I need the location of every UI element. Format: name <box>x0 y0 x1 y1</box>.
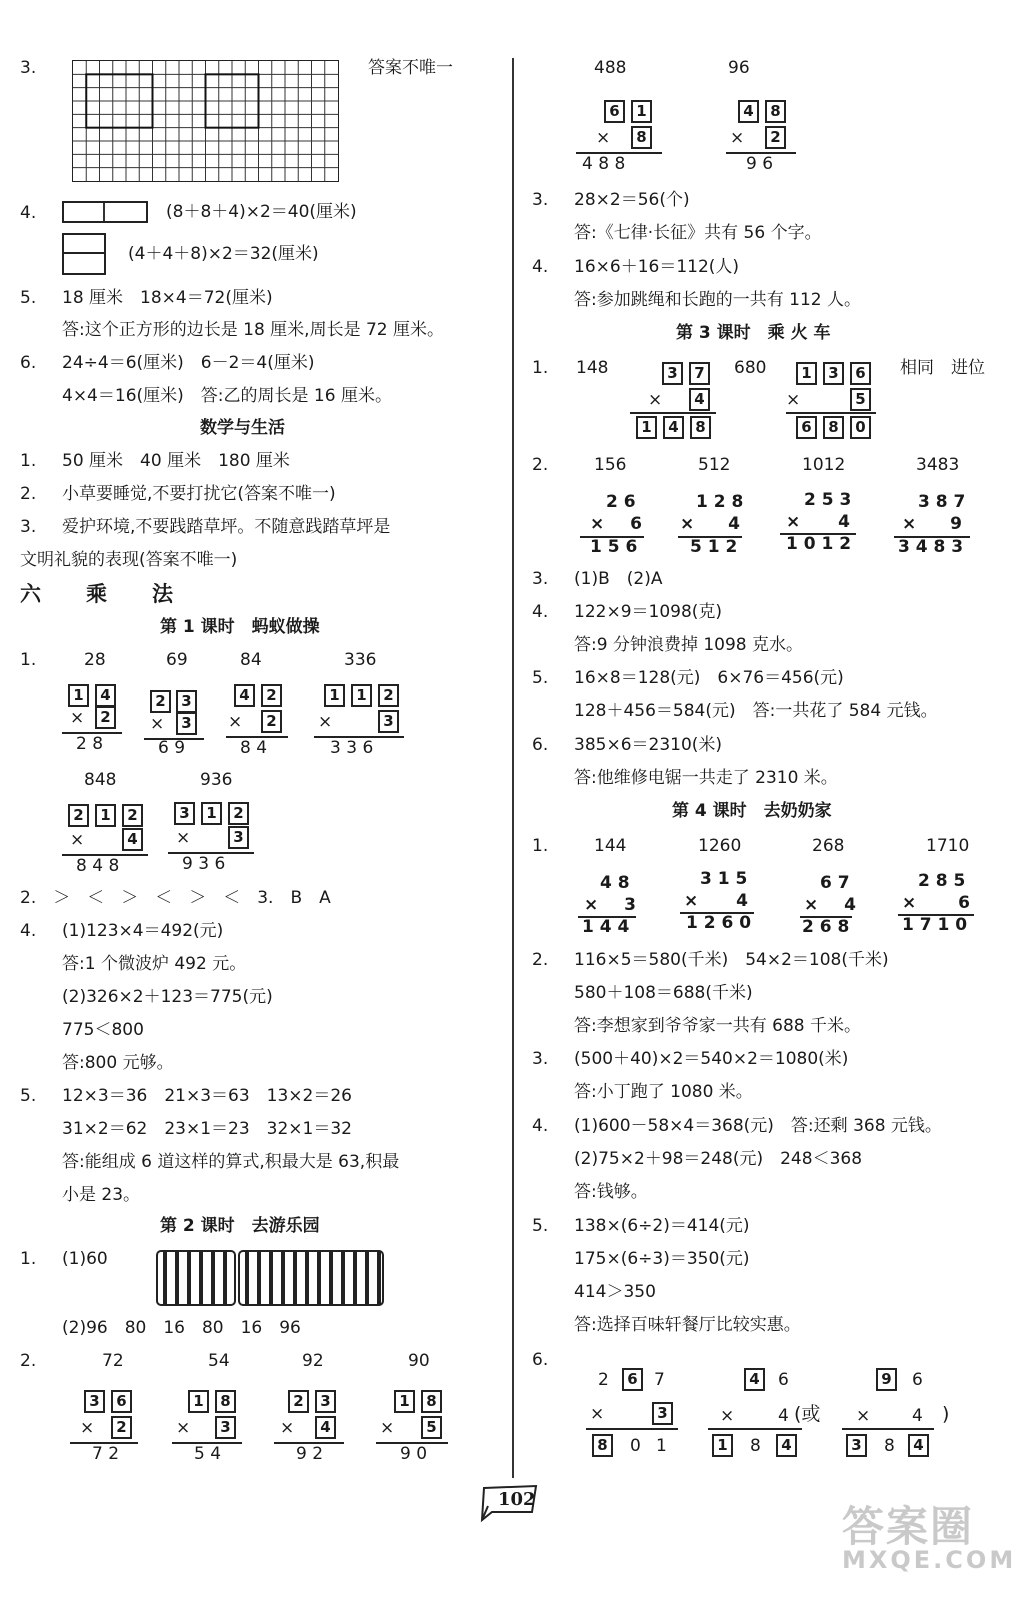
l3-q2-v3-top: 2 5 3 <box>804 490 852 510</box>
l4-q6a-res-2: 0 <box>630 1436 641 1456</box>
r-v1-times: × <box>596 128 611 148</box>
l4-v1-mul: × 3 <box>584 895 637 915</box>
r-v1-box-2: 1 <box>631 100 652 123</box>
l2-v2-result: 5 4 <box>194 1444 222 1464</box>
section-title-math-life: 数学与生活 <box>200 418 285 438</box>
r-q4-line1: 16×6＋16＝112(人) <box>574 257 740 277</box>
l4-q3-line2: 答:小丁跑了 1080 米。 <box>574 1082 753 1102</box>
l1-v6-times: × <box>176 828 191 848</box>
page-number-badge <box>478 1482 542 1524</box>
l3-v1-line <box>630 412 716 414</box>
q6-line1: 24÷4＝6(厘米) 6－2＝4(厘米) <box>62 353 315 373</box>
right-answer-1: 488 <box>594 58 627 78</box>
r-q4-number: 4. <box>532 257 549 277</box>
l1-v3-times: × <box>228 712 243 732</box>
l4-q3-line1: (500＋40)×2＝540×2＝1080(米) <box>574 1049 849 1069</box>
lesson2-answer-2: 54 <box>208 1351 230 1371</box>
l3-q6-number: 6. <box>532 735 549 755</box>
l4-v1-multiplier: 3 <box>624 895 637 915</box>
l4-q6b-res-box-1: 1 <box>712 1434 733 1457</box>
l4-q6b-top-box: 4 <box>744 1368 765 1391</box>
l3-q2-answer-2: 512 <box>698 455 731 475</box>
l3-q2-v2-top: 1 2 8 <box>696 492 744 512</box>
l3-q1-answer-2: 680 <box>734 358 767 378</box>
q6-line2: 4×4＝16(厘米) 答:乙的周长是 16 厘米。 <box>62 386 392 406</box>
l3-v1-box-1: 3 <box>662 362 683 385</box>
l4-q6c-multiplier: 4 <box>912 1406 923 1426</box>
l1-v5-box-2: 1 <box>95 804 116 827</box>
l4-q4-line1: (1)600－58×4＝368(元) 答:还剩 368 元钱。 <box>574 1116 942 1136</box>
q4-line2: (4＋4＋8)×2＝32(厘米) <box>128 244 319 264</box>
l2-v1-box-2: 6 <box>111 1390 132 1413</box>
l1-v3-box-2: 2 <box>261 684 282 707</box>
l4-q6-close: ) <box>942 1403 950 1425</box>
lesson1-q5-number: 5. <box>20 1086 37 1106</box>
r-v2-result: 9 6 <box>746 154 774 174</box>
l3-q2-v2-result: 5 1 2 <box>690 537 738 557</box>
lesson2-q2-number: 2. <box>20 1351 37 1371</box>
l2-v2-times: × <box>176 1418 191 1438</box>
l4-v4-multiplier: 6 <box>958 893 971 913</box>
l4-q6-number: 6. <box>532 1350 549 1370</box>
l3-v2-res-1: 6 <box>796 416 817 439</box>
l1-v1-times: × <box>70 708 85 728</box>
r-q3-line2: 答:《七律·长征》共有 56 个字。 <box>574 223 822 243</box>
l4-q6c-res-2: 8 <box>884 1436 895 1456</box>
l1-v5-multiplier: 4 <box>122 828 143 851</box>
l3-v2-box-2: 3 <box>823 362 844 385</box>
l1-v4-times: × <box>318 712 333 732</box>
r-v1-box-1: 6 <box>604 100 625 123</box>
l4-v1-top: 4 8 <box>600 873 630 893</box>
l4-q6c-res-box-1: 3 <box>846 1434 867 1457</box>
lesson1-q1-number: 1. <box>20 650 37 670</box>
l3-q2-v3-mul: × 4 <box>786 512 851 532</box>
l3-q1-answer-1: 148 <box>576 358 609 378</box>
l1-v2-box-1: 2 <box>150 690 171 713</box>
l2-v3-box-1: 2 <box>288 1390 309 1413</box>
l4-q4-number: 4. <box>532 1116 549 1136</box>
l1-v5-times: × <box>70 830 85 850</box>
l3-q2-v4-result: 3 4 8 3 <box>898 537 964 557</box>
l3-v2-box-1: 1 <box>796 362 817 385</box>
q5-number: 5. <box>20 288 37 308</box>
l4-q6a-times: × <box>590 1404 605 1424</box>
l4-q6c-top-box: 9 <box>876 1368 897 1391</box>
l3-v1-times: × <box>648 390 663 410</box>
l1-v3-multiplier: 2 <box>261 710 282 733</box>
l4-v2-top: 3 1 5 <box>700 869 748 889</box>
l3-q2-v3-result: 1 0 1 2 <box>786 534 852 554</box>
l1-v2-box-2: 3 <box>176 690 197 713</box>
l1-v4-box-2: 1 <box>351 684 372 707</box>
lesson1-answer-4: 336 <box>344 650 377 670</box>
l1-v1-result: 2 8 <box>76 734 104 754</box>
lesson1-title: 第 1 课时 蚂蚁做操 <box>160 617 320 637</box>
r-v1-multiplier: 8 <box>631 126 652 149</box>
rectangle-tall <box>62 233 106 275</box>
l1-v4-result: 3 3 6 <box>330 738 374 758</box>
lesson1-q4-line1: (1)123×4＝492(元) <box>62 921 224 941</box>
l3-q2-v2-mul: × 4 <box>680 514 741 534</box>
l1-v3-result: 8 4 <box>240 738 268 758</box>
l4-v2-mul: × 4 <box>684 891 749 911</box>
l3-v1-res-1: 1 <box>636 416 657 439</box>
column-divider <box>512 58 514 1478</box>
l2-v4-times: × <box>380 1418 395 1438</box>
q5-line2: 答:这个正方形的边长是 18 厘米,周长是 72 厘米。 <box>62 320 445 340</box>
l1-v5-box-1: 2 <box>68 804 89 827</box>
l3-v2-res-3: 0 <box>850 416 871 439</box>
life-q2-text: 小草要睡觉,不要打扰它(答案不唯一) <box>62 484 336 504</box>
l4-q5-line3: 414＞350 <box>574 1282 656 1302</box>
lesson2-answer-4: 90 <box>408 1351 430 1371</box>
q6-number: 6. <box>20 353 37 373</box>
lesson1-q4-line4: 775＜800 <box>62 1020 144 1040</box>
r-v2-multiplier: 2 <box>765 126 786 149</box>
l4-q6c-line <box>842 1428 934 1430</box>
l1-v4-box-3: 2 <box>378 684 399 707</box>
r-v2-box-1: 4 <box>738 100 759 123</box>
l4-q6b-times: × <box>720 1406 735 1426</box>
l4-q5-line4: 答:选择百味轩餐厅比较实惠。 <box>574 1315 801 1335</box>
l3-v2-times: × <box>786 390 801 410</box>
l4-q5-line2: 175×(6÷3)＝350(元) <box>574 1249 750 1269</box>
l1-v2-times: × <box>150 714 165 734</box>
q4-number: 4. <box>20 203 37 223</box>
l4-v4-result: 1 7 1 0 <box>902 915 968 935</box>
life-q1-number: 1. <box>20 451 37 471</box>
l3-q2-answer-3: 1012 <box>802 455 846 475</box>
l4-v4-mul: × 6 <box>902 893 971 913</box>
l2-v4-multiplier: 5 <box>421 1416 442 1439</box>
l1-v4-multiplier: 3 <box>378 710 399 733</box>
l3-q3-text: (1)B (2)A <box>574 569 663 589</box>
l4-q2-number: 2. <box>532 950 549 970</box>
rectangle-tall-divider <box>64 252 104 254</box>
lesson2-title: 第 2 课时 去游乐园 <box>160 1216 320 1236</box>
grid-lines <box>73 61 338 181</box>
l3-q2-answer-1: 156 <box>594 455 627 475</box>
watermark-logo: 答案圈 <box>842 1502 975 1551</box>
l3-q6-line1: 385×6＝2310(米) <box>574 735 723 755</box>
life-q3-number: 3. <box>20 517 37 537</box>
l1-v6-box-1: 3 <box>174 802 195 825</box>
q4-line1: (8＋8＋4)×2＝40(厘米) <box>166 202 357 222</box>
l1-v6-multiplier: 3 <box>228 826 249 849</box>
r-q3-line1: 28×2＝56(个) <box>574 190 690 210</box>
l1-v6-result: 9 3 6 <box>182 854 226 874</box>
l3-v1-res-3: 8 <box>690 416 711 439</box>
l2-v4-box-1: 1 <box>394 1390 415 1413</box>
l4-q2-line1: 116×5＝580(千米) 54×2＝108(千米) <box>574 950 889 970</box>
lesson1-answer-5: 848 <box>84 770 117 790</box>
l2-v3-times: × <box>280 1418 295 1438</box>
q3-number: 3. <box>20 58 37 78</box>
lesson1-q4-line5: 答:800 元够。 <box>62 1053 174 1073</box>
l4-q6b-res-box-3: 4 <box>776 1434 797 1457</box>
l4-v2-result: 1 2 6 0 <box>686 913 752 933</box>
grid-drawing <box>72 60 339 182</box>
l3-q6-line2: 答:他维修电锯一共走了 2310 米。 <box>574 768 838 788</box>
l4-q6a-top-box: 6 <box>622 1368 643 1391</box>
l1-v2-multiplier: 3 <box>176 712 197 735</box>
l2-v2-box-2: 8 <box>215 1390 236 1413</box>
l1-v1-box-1: 1 <box>68 684 89 707</box>
l3-q4-number: 4. <box>532 602 549 622</box>
l4-v3-multiplier: 4 <box>844 895 857 915</box>
lesson1-q4-line2: 答:1 个微波炉 492 元。 <box>62 954 247 974</box>
lesson2-q1-part1: (1)60 <box>62 1249 108 1269</box>
l2-v4-result: 9 0 <box>400 1444 428 1464</box>
l3-q2-v3-multiplier: 4 <box>838 512 851 532</box>
l3-q2-v4-top: 3 8 7 <box>918 492 966 512</box>
l3-q2-answer-4: 3483 <box>916 455 960 475</box>
l4-q2-line2: 580＋108＝688(千米) <box>574 983 753 1003</box>
l4-q6b-top-2: 6 <box>778 1370 789 1390</box>
lesson4-title: 第 4 课时 去奶奶家 <box>672 801 832 821</box>
r-q3-number: 3. <box>532 190 549 210</box>
l4-q5-number: 5. <box>532 1216 549 1236</box>
l3-v2-box-3: 6 <box>850 362 871 385</box>
l3-q2-v4-multiplier: 9 <box>950 514 963 534</box>
l4-q1-number: 1. <box>532 836 549 856</box>
l3-q1-tail: 相同 进位 <box>900 358 985 378</box>
l4-q1-answer-2: 1260 <box>698 836 742 856</box>
l4-q6a-res-3: 1 <box>656 1436 667 1456</box>
l4-q6c-times: × <box>856 1406 871 1426</box>
lesson1-q5-line4: 小是 23。 <box>62 1185 141 1205</box>
l2-v1-result: 7 2 <box>92 1444 120 1464</box>
rectangle-wide-divider <box>103 203 105 221</box>
l4-v4-top: 2 8 5 <box>918 871 966 891</box>
l3-q3-number: 3. <box>532 569 549 589</box>
l3-v1-multiplier: 4 <box>689 388 710 411</box>
r-q4-line2: 答:参加跳绳和长跑的一共有 112 人。 <box>574 290 861 310</box>
lesson1-q4-line3: (2)326×2＋123＝775(元) <box>62 987 273 1007</box>
life-q3-text2: 文明礼貌的表现(答案不唯一) <box>20 550 238 570</box>
dot-array-box-1 <box>156 1250 236 1306</box>
lesson2-answer-3: 92 <box>302 1351 324 1371</box>
l4-q1-answer-1: 144 <box>594 836 627 856</box>
r-v1-result: 4 8 8 <box>582 154 626 174</box>
lesson1-q2-q3: 2. ＞ ＜ ＞ ＜ ＞ ＜ 3. B A <box>20 888 331 908</box>
l2-v1-times: × <box>80 1418 95 1438</box>
page-number: 102 <box>498 1489 536 1510</box>
l4-q4-line2: (2)75×2＋98＝248(元) 248＜368 <box>574 1149 863 1169</box>
l3-v1-res-2: 4 <box>663 416 684 439</box>
lesson1-answer-2: 69 <box>166 650 188 670</box>
lesson2-answer-1: 72 <box>102 1351 124 1371</box>
l3-v2-multiplier: 5 <box>850 388 871 411</box>
l4-q6b-multiplier: 4 <box>778 1406 789 1426</box>
lesson2-q1-number: 1. <box>20 1249 37 1269</box>
l4-q6c-res-box-3: 4 <box>908 1434 929 1457</box>
l1-v5-result: 8 4 8 <box>76 856 120 876</box>
l3-q4-line2: 答:9 分钟浪费掉 1098 克水。 <box>574 635 804 655</box>
l3-q2-number: 2. <box>532 455 549 475</box>
l2-v1-box-1: 3 <box>84 1390 105 1413</box>
l4-q6a-line <box>586 1428 678 1430</box>
l2-v3-box-2: 3 <box>315 1390 336 1413</box>
l4-q6a-res-box: 8 <box>592 1434 613 1457</box>
l4-q1-answer-3: 268 <box>812 836 845 856</box>
l4-q6b-line <box>708 1428 802 1430</box>
l1-v6-box-3: 2 <box>228 802 249 825</box>
l4-v2-multiplier: 4 <box>736 891 749 911</box>
lesson1-q5-line1: 12×3＝36 21×3＝63 13×2＝26 <box>62 1086 352 1106</box>
l4-q2-line3: 答:李想家到爷爷家一共有 688 千米。 <box>574 1016 861 1036</box>
l1-v2-result: 6 9 <box>158 738 186 758</box>
l3-q2-v1-mul: × 6 <box>590 514 643 534</box>
l4-q3-number: 3. <box>532 1049 549 1069</box>
l2-v3-result: 9 2 <box>296 1444 324 1464</box>
lesson1-answer-6: 936 <box>200 770 233 790</box>
l1-v1-multiplier: 2 <box>95 706 116 729</box>
life-q1-text: 50 厘米 40 厘米 180 厘米 <box>62 451 290 471</box>
l1-v1-box-2: 4 <box>95 684 116 707</box>
life-q3-text: 爱护环境,不要践踏草坪。不随意践踏草坪是 <box>62 517 391 537</box>
l2-v1-multiplier: 2 <box>111 1416 132 1439</box>
l1-v4-box-1: 1 <box>324 684 345 707</box>
l4-q6a-top-1: 2 <box>598 1370 609 1390</box>
l4-q6-or: (或 <box>794 1403 821 1425</box>
l4-q5-line1: 138×(6÷2)＝414(元) <box>574 1216 750 1236</box>
watermark-url: MXQE.COM <box>842 1546 1017 1574</box>
l4-q6c-top-2: 6 <box>912 1370 923 1390</box>
r-v2-box-2: 8 <box>765 100 786 123</box>
l1-v6-box-2: 1 <box>201 802 222 825</box>
l3-v2-line <box>786 412 876 414</box>
l3-q5-number: 5. <box>532 668 549 688</box>
l4-q6a-top-3: 7 <box>654 1370 665 1390</box>
l3-q4-line1: 122×9＝1098(克) <box>574 602 723 622</box>
dot-array-box-2 <box>238 1250 384 1306</box>
l2-v2-multiplier: 3 <box>215 1416 236 1439</box>
l4-q6b-res-2: 8 <box>750 1436 761 1456</box>
l1-v3-box-1: 4 <box>234 684 255 707</box>
l4-v1-result: 1 4 4 <box>582 917 630 937</box>
l4-v3-mul: × 4 <box>804 895 857 915</box>
life-q2-number: 2. <box>20 484 37 504</box>
q5-line1: 18 厘米 18×4＝72(厘米) <box>62 288 273 308</box>
l2-v3-multiplier: 4 <box>315 1416 336 1439</box>
l3-q2-v1-multiplier: 6 <box>630 514 643 534</box>
lesson2-q1-part2: (2)96 80 16 80 16 96 <box>62 1318 301 1338</box>
rectangle-wide <box>62 201 148 223</box>
r-v2-times: × <box>730 128 745 148</box>
l4-v3-result: 2 6 8 <box>802 917 850 937</box>
lesson1-q4-number: 4. <box>20 921 37 941</box>
q3-note: 答案不唯一 <box>368 58 453 78</box>
l3-q2-v2-multiplier: 4 <box>728 514 741 534</box>
l2-v2-box-1: 1 <box>188 1390 209 1413</box>
l4-q4-line3: 答:钱够。 <box>574 1182 648 1202</box>
l3-q2-v4-mul: × 9 <box>902 514 963 534</box>
l3-v2-res-2: 8 <box>823 416 844 439</box>
l4-v3-top: 6 7 <box>820 873 850 893</box>
lesson1-answer-3: 84 <box>240 650 262 670</box>
l3-q2-v1-result: 1 5 6 <box>590 537 638 557</box>
l4-q6a-multiplier: 3 <box>652 1402 673 1425</box>
right-answer-2: 96 <box>728 58 750 78</box>
l2-v4-box-2: 8 <box>421 1390 442 1413</box>
l3-q2-v1-top: 2 6 <box>606 492 636 512</box>
l3-q5-line2: 128＋456＝584(元) 答:一共花了 584 元钱。 <box>574 701 938 721</box>
lesson1-q5-line2: 31×2＝62 23×1＝23 32×1＝32 <box>62 1119 352 1139</box>
l4-q1-answer-4: 1710 <box>926 836 970 856</box>
lesson3-title: 第 3 课时 乘 火 车 <box>676 323 831 343</box>
unit-title: 六 乘 法 <box>20 582 185 606</box>
l1-v5-box-3: 2 <box>122 804 143 827</box>
lesson1-answer-1: 28 <box>84 650 106 670</box>
l3-q1-number: 1. <box>532 358 549 378</box>
lesson1-q5-line3: 答:能组成 6 道这样的算式,积最大是 63,积最 <box>62 1152 400 1172</box>
l3-q5-line1: 16×8＝128(元) 6×76＝456(元) <box>574 668 844 688</box>
l3-v1-box-2: 7 <box>689 362 710 385</box>
